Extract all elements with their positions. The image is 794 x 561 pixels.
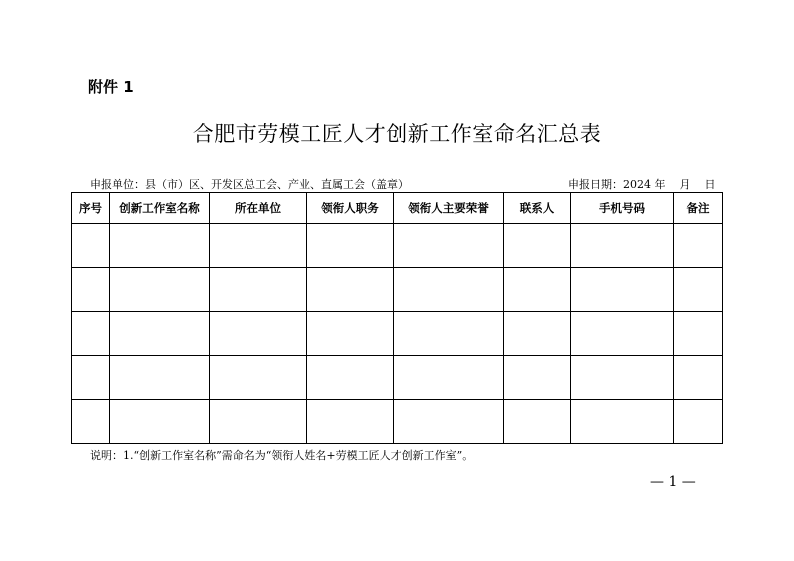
table-cell: [571, 312, 674, 356]
table-cell: [210, 268, 307, 312]
table-cell: [394, 312, 504, 356]
table-cell: [504, 224, 571, 268]
table-cell: [571, 400, 674, 444]
table-cell: [110, 224, 210, 268]
table-cell: [307, 224, 394, 268]
table-row: [72, 224, 723, 268]
column-header-index: 序号: [72, 193, 110, 224]
table-cell: [210, 224, 307, 268]
table-row: [72, 268, 723, 312]
table-cell: [674, 312, 723, 356]
table-cell: [504, 356, 571, 400]
column-header-leader-position: 领衔人职务: [307, 193, 394, 224]
report-date: 申报日期：2024 年 月 日: [568, 178, 716, 191]
table-cell: [571, 268, 674, 312]
table-cell: [394, 400, 504, 444]
column-header-leader-honors: 领衔人主要荣誉: [394, 193, 504, 224]
table-cell: [72, 356, 110, 400]
table-cell: [307, 268, 394, 312]
footnote: 说明：1.“创新工作室名称”需命名为“领衔人姓名+劳模工匠人才创新工作室”。: [90, 449, 474, 462]
table-cell: [394, 224, 504, 268]
table-cell: [72, 312, 110, 356]
table-cell: [210, 356, 307, 400]
table-cell: [72, 268, 110, 312]
page-title: 合肥市劳模工匠人才创新工作室命名汇总表: [192, 122, 602, 146]
column-header-studio-name: 创新工作室名称: [110, 193, 210, 224]
table-row: [72, 400, 723, 444]
table-cell: [571, 356, 674, 400]
table-row: [72, 356, 723, 400]
column-header-contact: 联系人: [504, 193, 571, 224]
table-cell: [394, 356, 504, 400]
column-header-phone: 手机号码: [571, 193, 674, 224]
summary-table: [71, 192, 723, 444]
table-cell: [210, 312, 307, 356]
table-cell: [504, 268, 571, 312]
attachment-label: 附件 1: [88, 78, 134, 96]
table-cell: [110, 268, 210, 312]
report-unit: 申报单位：县（市）区、开发区总工会、产业、直属工会（盖章）: [90, 178, 409, 191]
table-row: [72, 312, 723, 356]
table-cell: [674, 268, 723, 312]
table-cell: [110, 400, 210, 444]
table-cell: [674, 224, 723, 268]
table-cell: [110, 312, 210, 356]
table-header-row: [72, 193, 723, 224]
table-cell: [394, 268, 504, 312]
column-header-unit: 所在单位: [210, 193, 307, 224]
table-cell: [72, 400, 110, 444]
table-cell: [307, 312, 394, 356]
table-cell: [504, 312, 571, 356]
table-cell: [210, 400, 307, 444]
table-cell: [674, 400, 723, 444]
table-cell: [504, 400, 571, 444]
table-cell: [307, 356, 394, 400]
table-cell: [110, 356, 210, 400]
column-header-remarks: 备注: [674, 193, 723, 224]
table-cell: [307, 400, 394, 444]
table-cell: [72, 224, 110, 268]
table-cell: [571, 224, 674, 268]
page-number: — 1 —: [650, 474, 696, 490]
table-cell: [674, 356, 723, 400]
